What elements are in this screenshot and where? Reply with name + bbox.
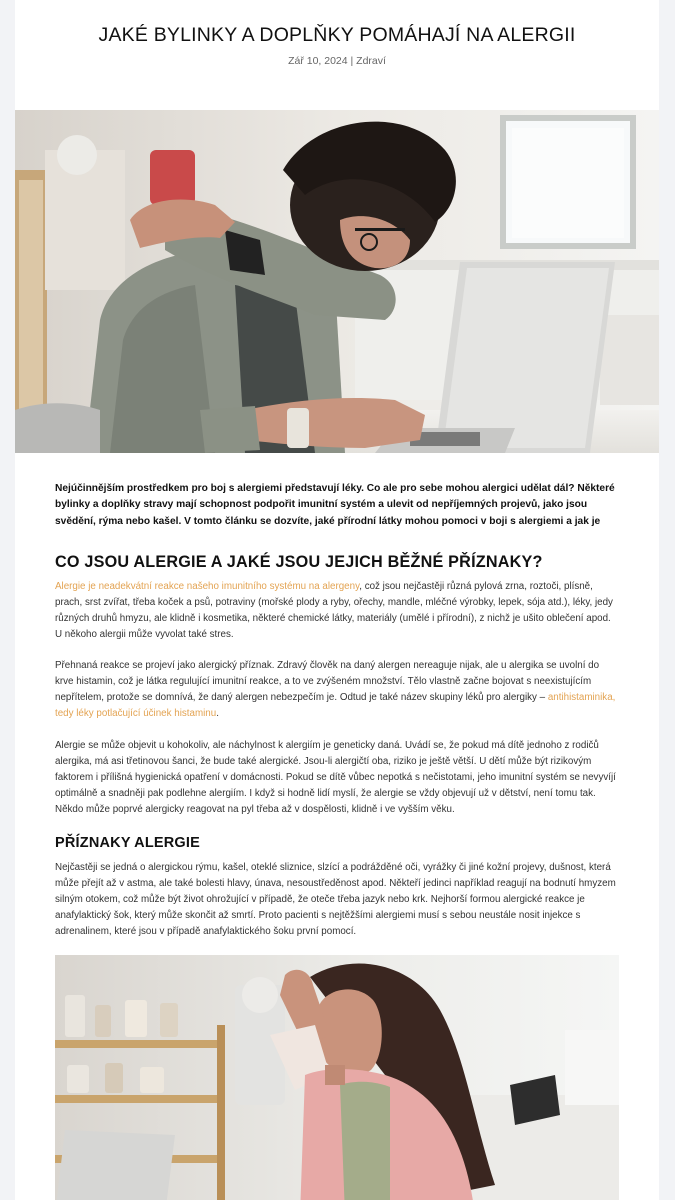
paragraph-text: Přehnaná reakce se projeví jako alergický příznak. Zdravý člověk na daný alergen nereaguje nijak, ale u alergika se uvolní do krve histamin, což je látka regulující imunitní reakce, a to ve zvýšeném množství. Tělo vlastně začne bojovat s neexistujícím nepřítelem, protože se domnívá, že daný alergen nebezpečím je. Odtud je také název skupiny léků pro alergiky –	[55, 660, 600, 703]
paragraph-histamine	[55, 658, 619, 722]
section-heading-allergies: CO JSOU ALERGIE A JAKÉ JSOU JEJICH BĚŽNÉ PŘÍZNAKY?	[55, 553, 543, 571]
paragraph-allergy-definition	[55, 579, 619, 643]
hero-illustration	[15, 110, 659, 453]
article-title: JAKÉ BYLINKY A DOPLŇKY POMÁHAJÍ NA ALERGII	[98, 24, 576, 46]
paragraph-text: , což jsou nejčastěji různá pylová zrna, roztoči, plísně, prach, srst zvířat, třeba koček a psů, potraviny (mořské plody a ryby, ořechy, mandle, mléčné výrobky, lepek, sója atd.), léky, jedy různých druhů hmyzu, ale klidně i kosmetika, některé chemické látky, materiály (umělé i přírodní), z nichž je ušito oblečení apod. U někoho alergii může vyvolat také stres.	[55, 581, 613, 640]
paragraph-genetics: Alergie se může objevit u kohokoliv, ale náchylnost k alergiím je geneticky daná. Uvádí se, že pokud má dítě jednoho z rodičů alergika, má asi třetinovou šanci, že bude také alergické. Jsou-li alergičtí oba, riziko je ještě větší. U dětí může být rizikovým faktorem i přílišná hygienická opatření v domácnosti. Pokud se dítě vůbec nepotká s nečistotami, jeho imunitní systém se nevyvíjí optimálně a snadněji pak podlehne alergiím. I když si hodně lidí myslí, že alergie se vždy objevují už v dětství, není tomu tak. Někdo může poprvé alergicky reagovat na pyl třeba až v dospělosti, klidně i ve vyšším věku.	[55, 740, 616, 815]
link-allergy-definition[interactable]: Alergie je neadekvátní reakce našeho imunitního systému na alergeny	[55, 581, 360, 592]
hero-image	[15, 110, 659, 453]
article-content	[55, 481, 619, 937]
article-image-headache	[55, 955, 619, 1200]
paragraph-end: .	[216, 707, 219, 719]
category-link[interactable]: Zdraví	[356, 55, 386, 67]
link-antihistamines[interactable]: antihistaminika, tedy léky potlačující účinek histaminu	[55, 691, 616, 719]
section-heading-symptoms: PŘÍZNAKY ALERGIE	[55, 835, 200, 851]
headache-illustration	[55, 955, 619, 1200]
paragraph-symptoms: Nejčastěji se jedná o alergickou rýmu, kašel, oteklé sliznice, slzící a podrážděné oči, vyrážky či jiné kožní projevy, dušnost, která může přejít až v astma, ale také bolesti hlavy, únava, nesoustředěnost apod. Někteří jedinci například reagují na bodnutí hmyzem silným otokem, což může být život ohrožující v případě, že oteče třeba jazyk nebo krk. Nejhorší formou alergické reakce je anafylaktický šok, který může skončit až smrtí. Proto pacienti s nejtěžšími alergiemi musí s sebou neustále nosit injekce s adrenalinem, které jsou v případě anafylaktického šoku první pomocí.	[55, 862, 616, 937]
article-lead: Nejúčinnějším prostředkem pro boj s alergiemi představují léky. Co ale pro sebe mohou alergici udělat dál? Některé bylinky a doplňky stravy mají schopnost podpořit imunitní systém a ulevit od nepříjemných projevů, jako jsou svědění, rýma nebo kašel. V tomto článku se dozvíte, jaké přírodní látky mohou pomoci v boji s alergiemi a jak je	[55, 483, 615, 527]
post-date: Zář 10, 2024	[288, 55, 348, 67]
meta-separator: |	[347, 55, 357, 67]
article-page	[15, 0, 659, 1200]
post-meta	[15, 55, 659, 67]
